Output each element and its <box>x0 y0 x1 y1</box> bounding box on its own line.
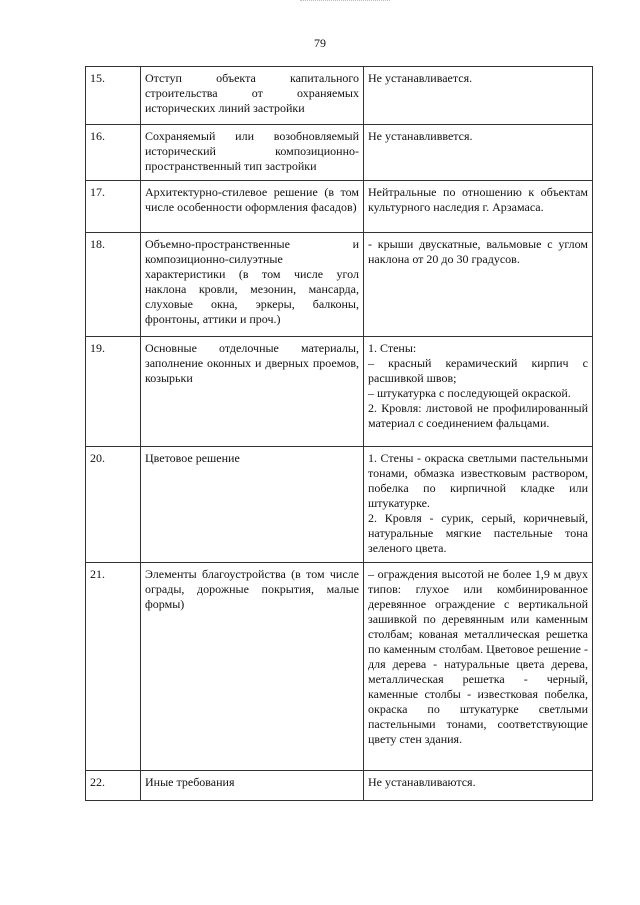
value-cell <box>364 67 593 125</box>
value-line: 1. Стены - окраска светлыми пастельными тонами, обмазка известковым раствором, побелка по кирпичной кладке или штукатурке. <box>368 451 588 510</box>
value-line: Нейтральные по отношению к объектам культурного наследия г. Арзамаса. <box>368 185 588 214</box>
value-line: 2. Кровля: листовой не профилированный материал с соединением фальцами. <box>368 401 588 430</box>
table-row <box>86 337 593 447</box>
value-line: Не устанавливается. <box>368 71 473 85</box>
table-row <box>86 125 593 181</box>
value-line: – красный керамический кирпич с расшивкой швов; <box>368 356 588 385</box>
table-row <box>86 181 593 233</box>
value-line: – штукатурка с последующей окраской. <box>368 386 571 400</box>
parameter-cell: Архитектурно-стилевое решение (в том числе особенности оформления фасадов) <box>141 181 364 233</box>
value-line: 2. Кровля - сурик, серый, коричневый, натуральные мягкие пастельные тона зеленого цвета. <box>368 511 588 555</box>
scan-artifact <box>300 0 390 3</box>
row-number: 19. <box>86 337 141 447</box>
parameter-cell: Отступ объекта капитального строительства от охраняемых исторических линий застройки <box>141 67 364 125</box>
row-number: 17. <box>86 181 141 233</box>
value-line: – ограждения высотой не более 1,9 м двух типов: глухое или комбинированное деревянное ограждение с вертикальной зашивкой по деревянным или каменным столбам; кованая металлическая решетка по каменным столбам. Цветовое решение - для дерева - натуральные цвета дерева, металлическая решетка - черный, каменные столбы - известковая побелка, окраска по штукатурке светлыми пастельными тонами, соответствующие цвету стен здания. <box>368 567 588 746</box>
value-cell <box>364 771 593 801</box>
row-number: 15. <box>86 67 141 125</box>
page-number: 79 <box>314 36 326 50</box>
table-row <box>86 771 593 801</box>
table-row <box>86 67 593 125</box>
value-cell <box>364 233 593 337</box>
row-number: 21. <box>86 563 141 771</box>
value-cell <box>364 181 593 233</box>
table-row <box>86 233 593 337</box>
value-cell <box>364 447 593 563</box>
value-line: Не устанавливаются. <box>368 775 476 789</box>
value-line: Не устанавливвется. <box>368 129 473 143</box>
parameter-cell: Объемно-пространственные и композиционно-силуэтные характеристики (в том числе угол наклона кровли, мезонин, мансарда, слуховые окна, эркеры, балконы, фронтоны, аттики и проч.) <box>141 233 364 337</box>
requirements-table <box>85 66 593 801</box>
parameter-cell: Сохраняемый или возобновляемый исторический композиционно-пространственный тип застройки <box>141 125 364 181</box>
parameter-cell: Цветовое решение <box>141 447 364 563</box>
value-cell <box>364 563 593 771</box>
parameter-cell: Основные отделочные материалы, заполнение оконных и дверных проемов, козырьки <box>141 337 364 447</box>
row-number: 22. <box>86 771 141 801</box>
value-cell <box>364 337 593 447</box>
parameter-cell: Иные требования <box>141 771 364 801</box>
row-number: 18. <box>86 233 141 337</box>
value-line: 1. Стены: <box>368 341 417 355</box>
parameter-cell: Элементы благоустройства (в том числе ограды, дорожные покрытия, малые формы) <box>141 563 364 771</box>
table-row <box>86 447 593 563</box>
value-line: - крыши двускатные, вальмовые с углом наклона от 20 до 30 градусов. <box>368 237 588 266</box>
row-number: 16. <box>86 125 141 181</box>
value-cell <box>364 125 593 181</box>
table-row <box>86 563 593 771</box>
row-number: 20. <box>86 447 141 563</box>
